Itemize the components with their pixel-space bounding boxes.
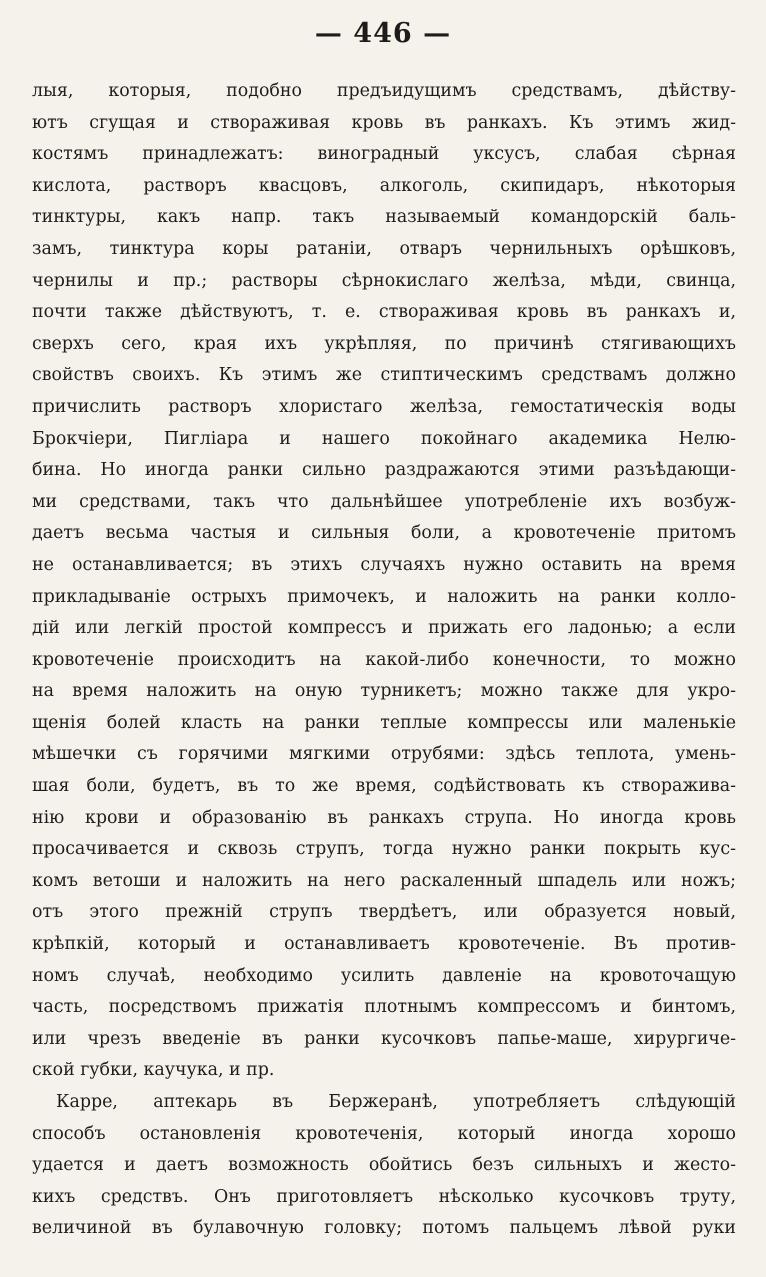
text-line: тинктуры, какъ напр. такъ называемый командорскій баль- xyxy=(32,207,736,228)
text-line: крѣпкій, который и останавливаетъ кровотеченіе. Въ против- xyxy=(32,934,736,955)
text-line: щенія болей класть на ранки теплые компрессы или маленькіе xyxy=(32,712,736,733)
text-line: кровотеченіе происходитъ на какой-либо конечности, то можно xyxy=(32,649,736,670)
text-line: свойствъ своихъ. Къ этимъ же стиптическимъ средствамъ должно xyxy=(32,365,736,386)
text-line: ми средствами, такъ что дальнѣйшее употребленіе ихъ возбуж- xyxy=(32,491,736,512)
text-line: удается и даетъ возможность обойтись безъ сильныхъ и жесто- xyxy=(32,1155,736,1176)
text-line: причислить растворъ хлористаго желѣза, гемостатическія воды xyxy=(32,396,736,417)
paragraph-end-line: ской губки, каучука, и пр. xyxy=(32,1060,275,1081)
text-line: нію крови и образованію въ ранкахъ струпа. Но иногда кровь xyxy=(32,807,736,828)
text-line: номъ случаѣ, необходимо усилить давленіе на кровоточащую xyxy=(32,965,736,986)
text-line: бина. Но иногда ранки сильно раздражаются этими разъѣдающи- xyxy=(32,460,736,481)
text-line: прикладываніе острыхъ примочекъ, и наложить на ранки колло- xyxy=(32,586,736,607)
text-line: лыя, которыя, подобно предъидущимъ средствамъ, дѣйству- xyxy=(32,81,736,101)
text-line: величиной въ булавочную головку; потомъ пальцемъ лѣвой руки xyxy=(32,1218,736,1239)
text-line: кислота, растворъ квасцовъ, алкоголь, скипидаръ, нѣкоторыя xyxy=(32,175,736,196)
text-line: отъ этого прежній струпъ твердѣетъ, или образуется новый, xyxy=(32,902,736,923)
text-line: почти также дѣйствуютъ, т. е. створаживая кровь въ ранкахъ и, xyxy=(32,302,736,323)
body-text xyxy=(32,76,736,1245)
page-number: — 446 — xyxy=(314,18,452,49)
text-line: сверхъ сего, края ихъ укрѣпляя, по причинѣ стягивающихъ xyxy=(32,333,736,354)
text-line: мѣшечки съ горячими мягкими отрубями: здѣсь теплота, умень- xyxy=(32,744,736,765)
paragraph-start-line: Карре, аптекарь въ Бержеранѣ, употребляетъ слѣдующій xyxy=(56,1092,736,1112)
text-line: способъ остановленія кровотеченія, который иногда хорошо xyxy=(32,1123,736,1144)
text-line: кихъ средствъ. Онъ приготовляетъ нѣсколько кусочковъ труту, xyxy=(32,1186,736,1207)
text-line: шая боли, будетъ, въ то же время, содѣйствовать къ створажива- xyxy=(32,776,736,797)
text-line: комъ ветоши и наложить на него раскаленный шпадель или ножъ; xyxy=(32,870,736,891)
text-line: ютъ сгущая и створаживая кровь въ ранкахъ. Къ этимъ жид- xyxy=(32,112,736,133)
text-line: даетъ весьма частыя и сильныя боли, а кровотеченіе притомъ xyxy=(32,523,736,544)
text-line: замъ, тинктура коры ратаніи, отваръ чернильныхъ орѣшковъ, xyxy=(32,238,736,259)
text-line: на время наложить на оную турникетъ; можно также для укро- xyxy=(32,681,736,702)
text-line: просачивается и сквозь струпъ, тогда нужно ранки покрыть кус- xyxy=(32,839,736,860)
text-line: Брокчіери, Пигліара и нашего покойнаго академика Нелю- xyxy=(32,428,736,449)
text-line: часть, посредствомъ прижатія плотнымъ компрессомъ и бинтомъ, xyxy=(32,997,736,1018)
text-line: чернилы и пр.; растворы сѣрнокислаго желѣза, мѣди, свинца, xyxy=(32,270,736,291)
text-line: дій или легкій простой компрессъ и прижать его ладонью; а если xyxy=(32,618,736,639)
text-line: костямъ принадлежатъ: виноградный уксусъ, слабая сѣрная xyxy=(32,144,736,165)
text-line: не останавливается; въ этихъ случаяхъ нужно оставить на время xyxy=(32,554,736,575)
text-line: или чрезъ введеніе въ ранки кусочковъ папье-маше, хирургиче- xyxy=(32,1028,736,1049)
